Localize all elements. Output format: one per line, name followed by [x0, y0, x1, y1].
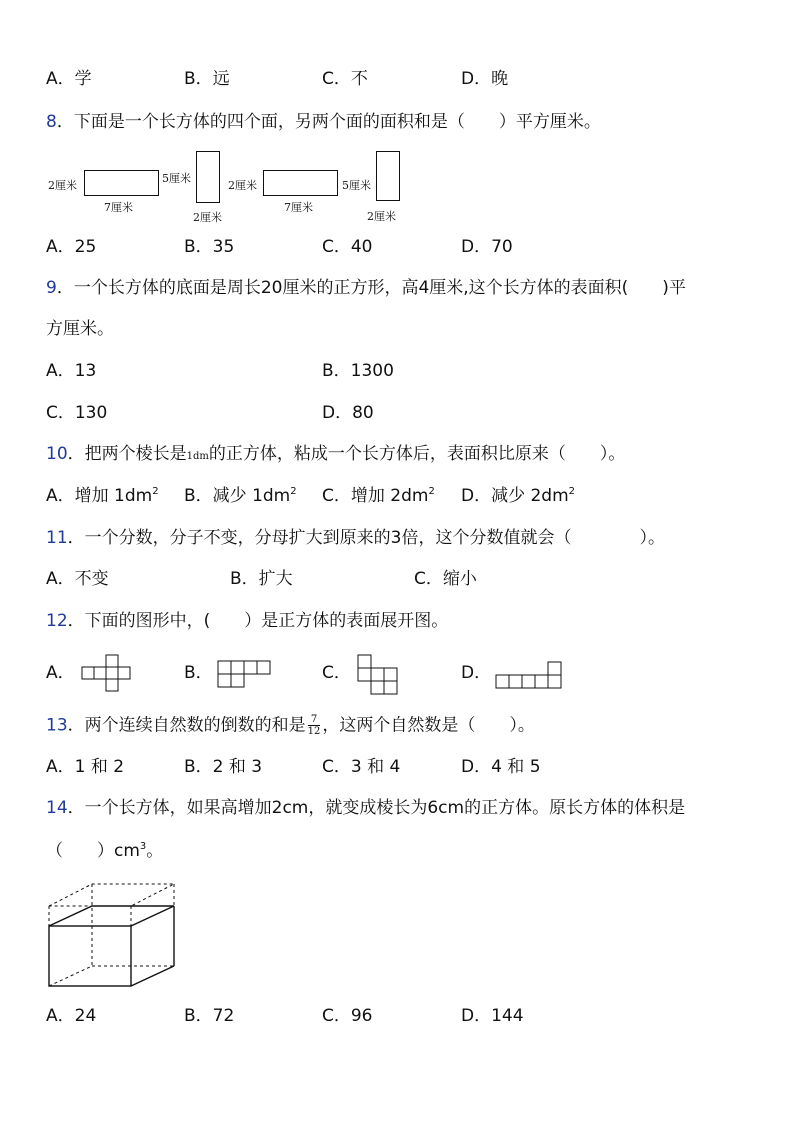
- q12-option-b[interactable]: B．: [184, 663, 213, 683]
- q14-question-cont: [46, 840, 163, 862]
- q12-option-a[interactable]: A．: [46, 663, 75, 683]
- q13-question: [46, 714, 535, 737]
- superscript: 2: [568, 486, 576, 497]
- q12-net-c-figure: [356, 654, 400, 696]
- superscript: 2: [152, 486, 159, 497]
- face-rect-2x7: [263, 170, 338, 196]
- question-text: （ ）cm: [46, 841, 140, 861]
- question-text: ．一个分数，分子不变，分母扩大到原来的3倍，这个分数值就会（ ）。: [67, 528, 665, 548]
- q14-option-d[interactable]: D．144: [461, 1006, 524, 1026]
- option-text: B．减少 1dm: [184, 486, 291, 506]
- q8-faces-figure: [46, 148, 406, 228]
- q10-option-b[interactable]: [184, 485, 297, 507]
- q13-option-a[interactable]: A．1 和 2: [46, 757, 125, 777]
- q7-option-d[interactable]: D．晚: [461, 69, 509, 89]
- question-text: ．下面是一个长方体的四个面，另两个面的面积和是（ ）平方厘米。: [56, 112, 601, 132]
- fraction: [308, 714, 321, 737]
- q9-question-cont: 方厘米。: [46, 319, 114, 339]
- question-number: 13: [46, 715, 68, 736]
- question-number: 11: [46, 528, 68, 548]
- question-text: 。: [146, 841, 164, 861]
- q11-option-c[interactable]: C．缩小: [414, 569, 477, 589]
- face-label: 5厘米: [162, 172, 191, 185]
- question-text: ．一个长方体，如果高增加2cm，就变成棱长为6cm的正方体。原长方体的体积是: [67, 798, 686, 818]
- q14-option-b[interactable]: B．72: [184, 1006, 235, 1026]
- question-text: ．两个连续自然数的倒数的和是: [67, 715, 306, 736]
- face-rect-5x2: [376, 151, 400, 201]
- q8-option-d[interactable]: D．70: [461, 237, 513, 257]
- q11-option-a[interactable]: A．不变: [46, 569, 109, 589]
- question-text: ，这两个自然数是（ ）。: [322, 715, 535, 736]
- q8-option-b[interactable]: B．35: [184, 237, 235, 257]
- face-label: 2厘米: [48, 179, 77, 192]
- option-text: A．增加 1dm: [46, 486, 153, 506]
- q12-option-d[interactable]: D．: [461, 663, 492, 683]
- face-label: 5厘米: [342, 179, 371, 192]
- q9-option-a[interactable]: A．13: [46, 361, 97, 381]
- question-text: ．一个长方体的底面是周长20厘米的正方形，高4厘米,这个长方体的表面积( )平: [56, 278, 686, 298]
- unit-label: 1dm: [186, 451, 209, 462]
- q13-option-c[interactable]: C．3 和 4: [322, 757, 401, 777]
- q8-option-c[interactable]: C．40: [322, 237, 373, 257]
- q9-option-c[interactable]: C．130: [46, 403, 108, 423]
- face-label: 7厘米: [284, 201, 313, 214]
- question-number: 14: [46, 798, 68, 818]
- fraction-numerator: 7: [308, 714, 321, 726]
- q7-option-b[interactable]: B．远: [184, 69, 230, 89]
- face-label: 7厘米: [104, 201, 133, 214]
- q13-option-d[interactable]: D．4 和 5: [461, 757, 541, 777]
- q11-option-b[interactable]: B．扩大: [230, 569, 293, 589]
- face-label: 2厘米: [228, 179, 257, 192]
- q9-question: [46, 277, 686, 299]
- question-number: 10: [46, 444, 68, 464]
- q12-net-a-figure: [80, 654, 132, 694]
- question-number: 8: [46, 112, 57, 132]
- q12-option-c[interactable]: C．: [322, 663, 351, 683]
- face-rect-2x7: [84, 170, 159, 196]
- q7-option-c[interactable]: C．不: [322, 69, 368, 89]
- face-rect-5x2: [196, 151, 220, 203]
- q13-option-b[interactable]: B．2 和 3: [184, 757, 263, 777]
- question-number: 9: [46, 278, 57, 298]
- question-text: ．下面的图形中，( ）是正方体的表面展开图。: [67, 611, 449, 631]
- question-text: ．把两个棱长是: [67, 444, 187, 464]
- option-text: D．减少 2dm: [461, 486, 569, 506]
- q12-net-d-figure: [495, 660, 565, 690]
- q8-question: [46, 111, 601, 133]
- q12-net-b-figure: [216, 659, 272, 689]
- q7-option-a[interactable]: A．学: [46, 69, 92, 89]
- face-label: 2厘米: [193, 211, 222, 224]
- q8-option-a[interactable]: A．25: [46, 237, 97, 257]
- q10-option-c[interactable]: [322, 485, 435, 507]
- question-number: 12: [46, 611, 68, 631]
- q10-option-a[interactable]: [46, 485, 159, 507]
- question-text: 的正方体，粘成一个长方体后，表面积比原来（ ）。: [208, 444, 626, 464]
- q14-option-a[interactable]: A．24: [46, 1006, 97, 1026]
- superscript: 2: [428, 486, 435, 497]
- q10-option-d[interactable]: [461, 485, 575, 507]
- option-text: C．增加 2dm: [322, 486, 429, 506]
- q14-option-c[interactable]: C．96: [322, 1006, 373, 1026]
- q9-option-b[interactable]: B．1300: [322, 361, 394, 381]
- q11-question: [46, 527, 665, 549]
- q12-question: [46, 610, 448, 632]
- face-label: 2厘米: [367, 210, 396, 223]
- q10-question: [46, 443, 625, 468]
- q9-option-d[interactable]: D．80: [322, 403, 374, 423]
- q14-question: [46, 797, 685, 819]
- q14-cuboid-figure: [44, 880, 180, 992]
- fraction-denominator: 12: [307, 726, 321, 737]
- superscript: 3: [139, 841, 147, 852]
- superscript: 2: [290, 486, 297, 497]
